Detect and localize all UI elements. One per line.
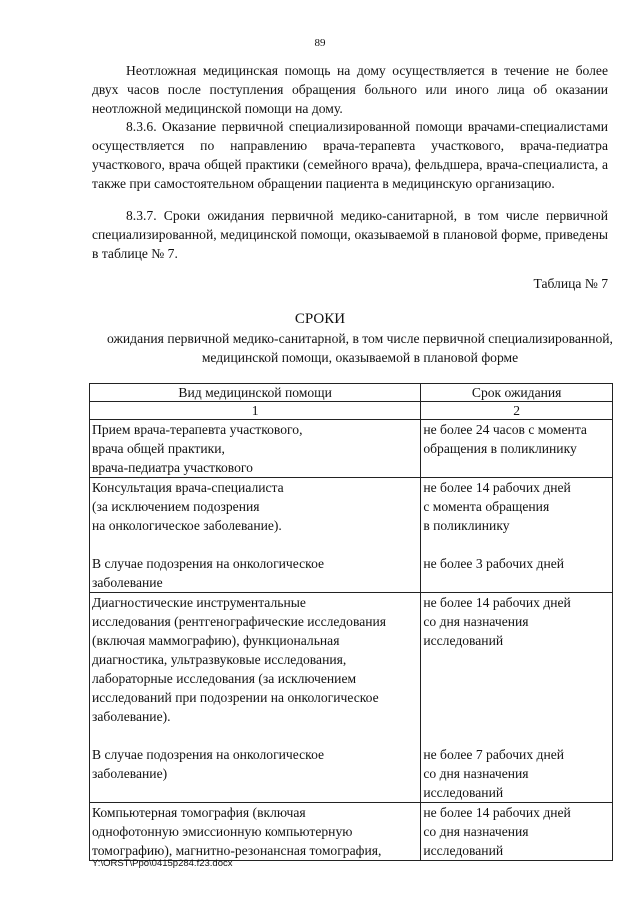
cell-line: не более 7 рабочих дней [423, 747, 565, 762]
care-type-cell [90, 593, 421, 803]
table-row [90, 420, 613, 478]
cell-line: не более 14 рабочих дней [423, 595, 571, 610]
cell-line: Диагностические инструментальные [92, 595, 306, 610]
care-type-cell [90, 420, 421, 478]
cell-line: Прием врача-терапевта участкового, [92, 422, 303, 437]
cell-line: в поликлинику [423, 518, 510, 533]
column-number: 2 [421, 402, 613, 420]
cell-line: однофотонную эмиссионную компьютерную [92, 824, 353, 839]
table-label: Таблица № 7 [533, 276, 608, 291]
table-subtitle: ожидания первичной медико-санитарной, в том числе первичной специализированной, медицинской помощи, оказываемой в плановой форме [107, 331, 613, 365]
cell-spacer [423, 726, 610, 745]
cell-line: со дня назначения [423, 766, 529, 781]
cell-line: обращения в поликлинику [423, 441, 577, 456]
cell-line: Консультация врача-специалиста [92, 480, 284, 495]
wait-term-cell [421, 593, 613, 803]
wait-term-cell [421, 420, 613, 478]
cell-line: с момента обращения [423, 499, 550, 514]
cell-line: В случае подозрения на онкологическое [92, 556, 325, 571]
paragraph-8-3-6 [92, 117, 608, 193]
waiting-times-table [89, 383, 613, 861]
cell-line: Компьютерная томография (включая [92, 805, 306, 820]
care-type-cell [90, 803, 421, 861]
cell-line: врача общей практики, [92, 441, 225, 456]
cell-line: диагностика, ультразвуковые исследования, [92, 652, 347, 667]
cell-line: лабораторные исследования (за исключением [92, 671, 357, 686]
wait-term-cell [421, 803, 613, 861]
paragraph-text: Неотложная медицинская помощь на дому осуществляется в течение не более двух часов после поступления обращения больного или иного лица об оказании неотложной медицинской помощи на дому. [92, 63, 608, 116]
cell-line: исследования (рентгенографические исследования [92, 614, 387, 629]
file-path-footer: Y:\ORST\Ppo\0415p284.f23.docx [92, 858, 233, 869]
cell-line: не более 3 рабочих дней [423, 556, 565, 571]
cell-line: томографию), магнитно-резонансная томография, [92, 843, 382, 858]
cell-line: не более 14 рабочих дней [423, 805, 571, 820]
cell-line: исследований [423, 785, 504, 800]
header-wait-term: Срок ожидания [421, 384, 613, 402]
column-numbers-row [90, 402, 613, 420]
cell-spacer [92, 726, 418, 745]
cell-line: заболевание) [92, 766, 168, 781]
page-number: 89 [314, 37, 326, 49]
table-title: СРОКИ [294, 311, 346, 327]
cell-spacer [423, 650, 610, 669]
cell-line: не более 14 рабочих дней [423, 480, 571, 495]
table-row [90, 478, 613, 593]
cell-spacer [423, 707, 610, 726]
paragraph-8-3-7 [92, 206, 608, 263]
paragraph-emergency-home-care [92, 61, 608, 118]
cell-spacer [423, 669, 610, 688]
table-header-row [90, 384, 613, 402]
cell-line: (за исключением подозрения [92, 499, 260, 514]
cell-line: на онкологическое заболевание). [92, 518, 282, 533]
care-type-cell [90, 478, 421, 593]
header-care-type: Вид медицинской помощи [90, 384, 421, 402]
table-row [90, 803, 613, 861]
cell-line: В случае подозрения на онкологическое [92, 747, 325, 762]
table-row [90, 593, 613, 803]
cell-line: со дня назначения [423, 824, 529, 839]
cell-spacer [423, 535, 610, 554]
cell-line: исследований [423, 843, 504, 858]
cell-spacer [423, 688, 610, 707]
cell-line: не более 24 часов с момента [423, 422, 587, 437]
column-number: 1 [90, 402, 421, 420]
wait-term-cell [421, 478, 613, 593]
cell-line: (включая маммографию), функциональная [92, 633, 340, 648]
paragraph-text: 8.3.6. Оказание первичной специализированной помощи врачами-специалистами осуществляется по направлению врача-терапевта участкового, врача-педиатра участкового, врача общей практики (семейного врача), фельдшера, врача-специалиста, а также при самостоятельном обращении пациента в медицинскую организацию. [92, 119, 608, 191]
cell-spacer [92, 535, 418, 554]
cell-line: исследований при подозрении на онкологическое [92, 690, 379, 705]
paragraph-text: 8.3.7. Сроки ожидания первичной медико-санитарной, в том числе первичной специализированной, медицинской помощи, оказываемой в плановой форме, приведены в таблице № 7. [92, 208, 608, 261]
cell-line: со дня назначения [423, 614, 529, 629]
cell-line: врача-педиатра участкового [92, 460, 253, 475]
cell-line: заболевание [92, 575, 163, 590]
cell-line: заболевание). [92, 709, 171, 724]
cell-line: исследований [423, 633, 504, 648]
